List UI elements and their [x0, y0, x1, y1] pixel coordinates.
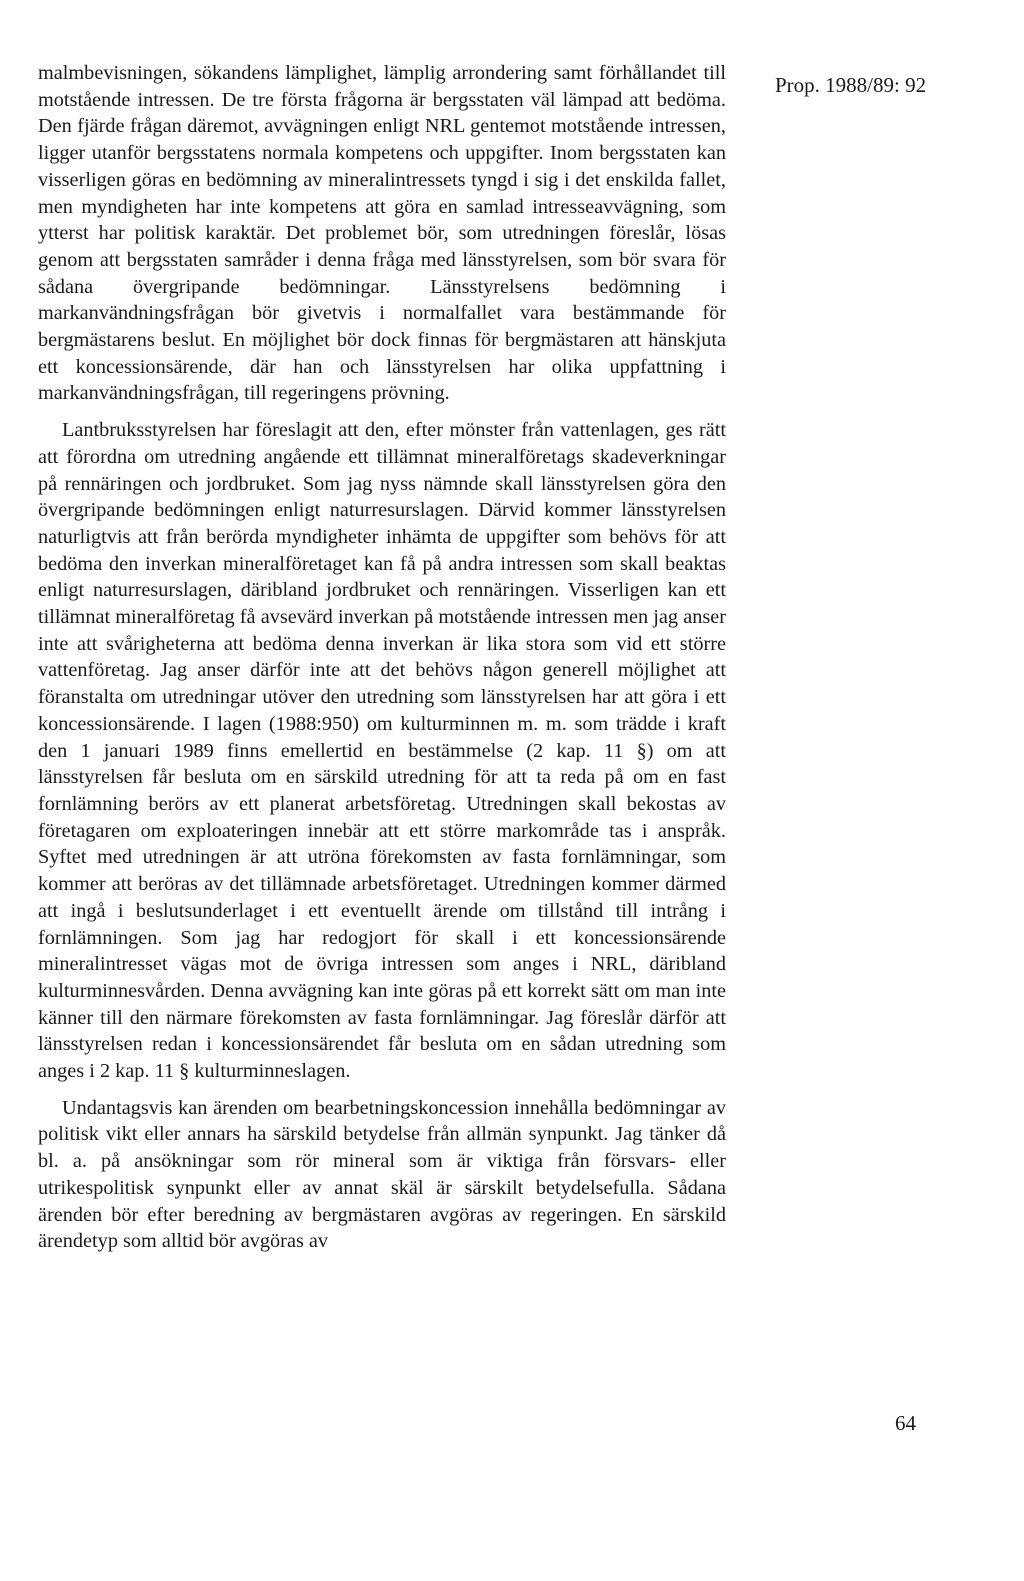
publication-reference: Prop. 1988/89: 92	[775, 73, 927, 97]
paragraph-2: Lantbruksstyrelsen har föreslagit att den, efter mönster från vattenlagen, ges rätt att förordna om utredning angående ett tillämnat mineralföretags skadeverkningar på rennäringen och jordbruket. Som jag nyss nämnde skall länsstyrelsen göra den övergripande bedömningen enligt naturresurslagen. Därvid kommer länsstyrelsen naturligtvis att från berörda myndigheter inhämta de uppgifter som behövs för att bedöma den inverkan mineralföretaget kan få på andra intressen som skall beaktas enligt naturresurslagen, däribland jordbruket och rennäringen. Visserligen kan ett tillämnat mineralföretag få avsevärd inverkan på motstående intressen men jag anser inte att svårigheterna att bedöma denna inverkan är lika stora som vid ett större vattenföretag. Jag anser därför inte att det behövs någon generell möjlighet att föranstalta om utredningar utöver den utredning som länsstyrelsen har att göra i ett koncessionsärende. I lagen (1988:950) om kulturminnen m. m. som trädde i kraft den 1 januari 1989 finns emellertid en bestämmelse (2 kap. 11 §) om att länsstyrelsen får besluta om en särskild utredning för att ta reda på om en fast fornlämning berörs av ett planerat arbetsföretag. Utredningen skall bekostas av företagaren om exploateringen innebär att ett större markområde tas i anspråk. Syftet med utredningen är att utröna förekomsten av fasta fornlämningar, som kommer att beröras av det tillämnade arbetsföretaget. Utredningen kommer därmed att ingå i beslutsunderlaget i ett eventuellt ärende om tillstånd till intrång i fornlämningen. Som jag har redogjort för skall i ett koncessionsärende mineralintresset vägas mot de övriga intressen som anges i NRL, däribland kulturminnesvården. Denna avvägning kan inte göras på ett korrekt sätt om man inte känner till den närmare förekomsten av fasta fornlämningar. Jag föreslår därför att länsstyrelsen redan i koncessionsärendet får besluta om en sådan utredning som anges i 2 kap. 11 § kulturminneslagen.	[38, 419, 726, 1083]
body-text	[38, 60, 726, 1265]
paragraph-1: malmbevisningen, sökandens lämplighet, lämplig arrondering samt förhållandet till motstående intressen. De tre första frågorna är bergsstaten väl lämpad att bedöma. Den fjärde frågan däremot, avvägningen enligt NRL gentemot motstående intressen, ligger utanför bergsstatens normala kompetens och uppgifter. Inom bergsstaten kan visserligen göras en bedömning av mineralintressets tyngd i sig i det enskilda fallet, men myndigheten har inte kompetens att göra en samlad intresseavvägning, som ytterst har politisk karaktär. Det problemet bör, som utredningen föreslår, lösas genom att bergsstaten samråder i denna fråga med länsstyrelsen, som bör svara för sådana övergripande bedömningar. Länsstyrelsens bedömning i markanvändningsfrågan bör givetvis i normalfallet vara bestämmande för bergmästarens beslut. En möjlighet bör dock finnas för bergmästaren att hänskjuta ett koncessionsärende, där han och länsstyrelsen har olika uppfattning i markanvändningsfrågan, till regeringens prövning.	[38, 62, 726, 405]
paragraph-3: Undantagsvis kan ärenden om bearbetningskoncession innehålla bedömningar av politisk vikt eller annars ha särskild betydelse från allmän synpunkt. Jag tänker då bl. a. på ansökningar som rör mineral som är viktiga från försvars- eller utrikespolitisk synpunkt eller av annat skäl är särskilt betydelsefulla. Sådana ärenden bör efter beredning av bergmästaren avgöras av regeringen. En särskild ärendetyp som alltid bör avgöras av	[38, 1096, 726, 1253]
page-number: 64	[895, 1411, 916, 1435]
